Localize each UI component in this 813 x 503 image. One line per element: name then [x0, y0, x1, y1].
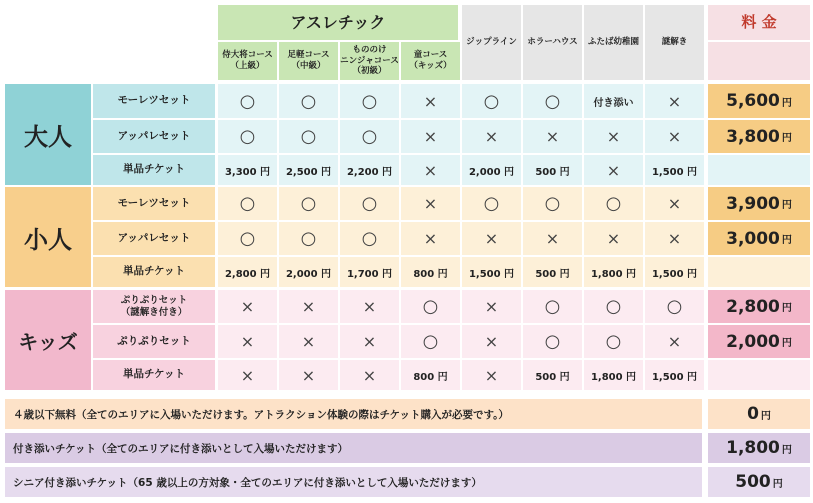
fee-value: 3,900 円 [708, 187, 810, 220]
excluded-mark: × [645, 222, 704, 255]
included-mark: ○ [523, 84, 582, 118]
excluded-mark: × [462, 222, 521, 255]
ticket-type-label: モーレツセット [93, 84, 215, 118]
included-mark: ○ [218, 84, 277, 118]
note-text: ４歳以下無料（全てのエリアに入場いただけます。アトラクション体験の際はチケット購入が必要です。） [5, 399, 702, 429]
excluded-mark: × [645, 325, 704, 358]
excluded-mark: × [462, 120, 521, 153]
column-header: ホラーハウス [523, 5, 582, 80]
included-mark: ○ [523, 187, 582, 220]
price-value: 2,500 円 [279, 155, 338, 185]
ticket-type-label: ぷりぷりセット （謎解き付き） [93, 290, 215, 323]
price-value: 500 円 [523, 155, 582, 185]
fee-header: 料 金 [708, 5, 810, 40]
column-header: ふたば幼稚園 [584, 5, 643, 80]
price-value: 1,800 円 [584, 360, 643, 390]
excluded-mark: × [462, 290, 521, 323]
ticket-type-label: 単品チケット [93, 257, 215, 287]
column-header: 謎解き [645, 5, 704, 80]
price-value: 800 円 [401, 360, 460, 390]
price-value: 1,500 円 [645, 257, 704, 287]
excluded-mark: × [401, 222, 460, 255]
column-header: 侍大将コース （上級） [218, 42, 277, 80]
included-mark: ○ [584, 187, 643, 220]
included-mark: ○ [645, 290, 704, 323]
price-value: 3,300 円 [218, 155, 277, 185]
excluded-mark: × [462, 360, 521, 390]
fee-value: 5,600 円 [708, 84, 810, 118]
excluded-mark: × [584, 222, 643, 255]
excluded-mark: × [218, 290, 277, 323]
fee-header-blank [708, 42, 810, 80]
excluded-mark: × [645, 120, 704, 153]
price-value: 2,200 円 [340, 155, 399, 185]
included-mark: ○ [523, 325, 582, 358]
ticket-type-label: ぷりぷりセット [93, 325, 215, 358]
included-mark: ○ [279, 84, 338, 118]
included-mark: ○ [584, 290, 643, 323]
included-mark: ○ [523, 290, 582, 323]
column-header: もののけ ニンジャコース （初級） [340, 42, 399, 80]
price-value: 1,500 円 [462, 257, 521, 287]
included-mark: ○ [340, 84, 399, 118]
price-value: 2,000 円 [279, 257, 338, 287]
excluded-mark: × [279, 290, 338, 323]
included-mark: ○ [279, 120, 338, 153]
excluded-mark: × [401, 155, 460, 185]
fee-value: 2,000 円 [708, 325, 810, 358]
fee-value: 500 円 [708, 467, 810, 497]
fee-value [708, 155, 810, 185]
included-mark: ○ [218, 120, 277, 153]
included-mark: ○ [279, 222, 338, 255]
fee-value: 3,800 円 [708, 120, 810, 153]
excluded-mark: × [401, 84, 460, 118]
excluded-mark: × [218, 325, 277, 358]
fee-value: 2,800 円 [708, 290, 810, 323]
excluded-mark: × [584, 120, 643, 153]
excluded-mark: × [279, 325, 338, 358]
excluded-mark: × [401, 120, 460, 153]
included-mark: ○ [218, 222, 277, 255]
column-header: ジップライン [462, 5, 521, 80]
included-mark: ○ [340, 120, 399, 153]
fee-value: 0 円 [708, 399, 810, 429]
excluded-mark: × [218, 360, 277, 390]
excluded-mark: × [462, 325, 521, 358]
group-label: キッズ [5, 290, 91, 390]
price-value: 2,000 円 [462, 155, 521, 185]
excluded-mark: × [401, 187, 460, 220]
price-value: 1,500 円 [645, 155, 704, 185]
ticket-type-label: アッパレセット [93, 222, 215, 255]
excluded-mark: × [340, 325, 399, 358]
included-mark: ○ [279, 187, 338, 220]
included-mark: ○ [340, 222, 399, 255]
column-header: 足軽コース （中級） [279, 42, 338, 80]
fee-value [708, 257, 810, 287]
ticket-type-label: モーレツセット [93, 187, 215, 220]
excluded-mark: × [584, 155, 643, 185]
excluded-mark: × [523, 222, 582, 255]
group-label: 小人 [5, 187, 91, 287]
excluded-mark: × [279, 360, 338, 390]
price-value: 2,800 円 [218, 257, 277, 287]
note-text: 付き添いチケット（全てのエリアに付き添いとして入場いただけます） [5, 433, 702, 463]
price-value: 1,500 円 [645, 360, 704, 390]
ticket-type-label: 単品チケット [93, 155, 215, 185]
note-text: シニア付き添いチケット（65 歳以上の方対象・全てのエリアに付き添いとして入場いただけます） [5, 467, 702, 497]
price-value: 付き添い [584, 84, 643, 118]
excluded-mark: × [645, 187, 704, 220]
excluded-mark: × [645, 84, 704, 118]
included-mark: ○ [584, 325, 643, 358]
included-mark: ○ [218, 187, 277, 220]
ticket-type-label: 単品チケット [93, 360, 215, 390]
excluded-mark: × [523, 120, 582, 153]
included-mark: ○ [401, 325, 460, 358]
group-label: 大人 [5, 84, 91, 185]
included-mark: ○ [340, 187, 399, 220]
column-header: 童コース （キッズ） [401, 42, 460, 80]
price-value: 500 円 [523, 360, 582, 390]
included-mark: ○ [462, 187, 521, 220]
fee-value [708, 360, 810, 390]
included-mark: ○ [401, 290, 460, 323]
ticket-type-label: アッパレセット [93, 120, 215, 153]
price-value: 1,700 円 [340, 257, 399, 287]
excluded-mark: × [340, 290, 399, 323]
athletic-header: アスレチック [218, 5, 458, 40]
included-mark: ○ [462, 84, 521, 118]
price-value: 500 円 [523, 257, 582, 287]
price-value: 800 円 [401, 257, 460, 287]
fee-value: 3,000 円 [708, 222, 810, 255]
price-value: 1,800 円 [584, 257, 643, 287]
excluded-mark: × [340, 360, 399, 390]
fee-value: 1,800 円 [708, 433, 810, 463]
